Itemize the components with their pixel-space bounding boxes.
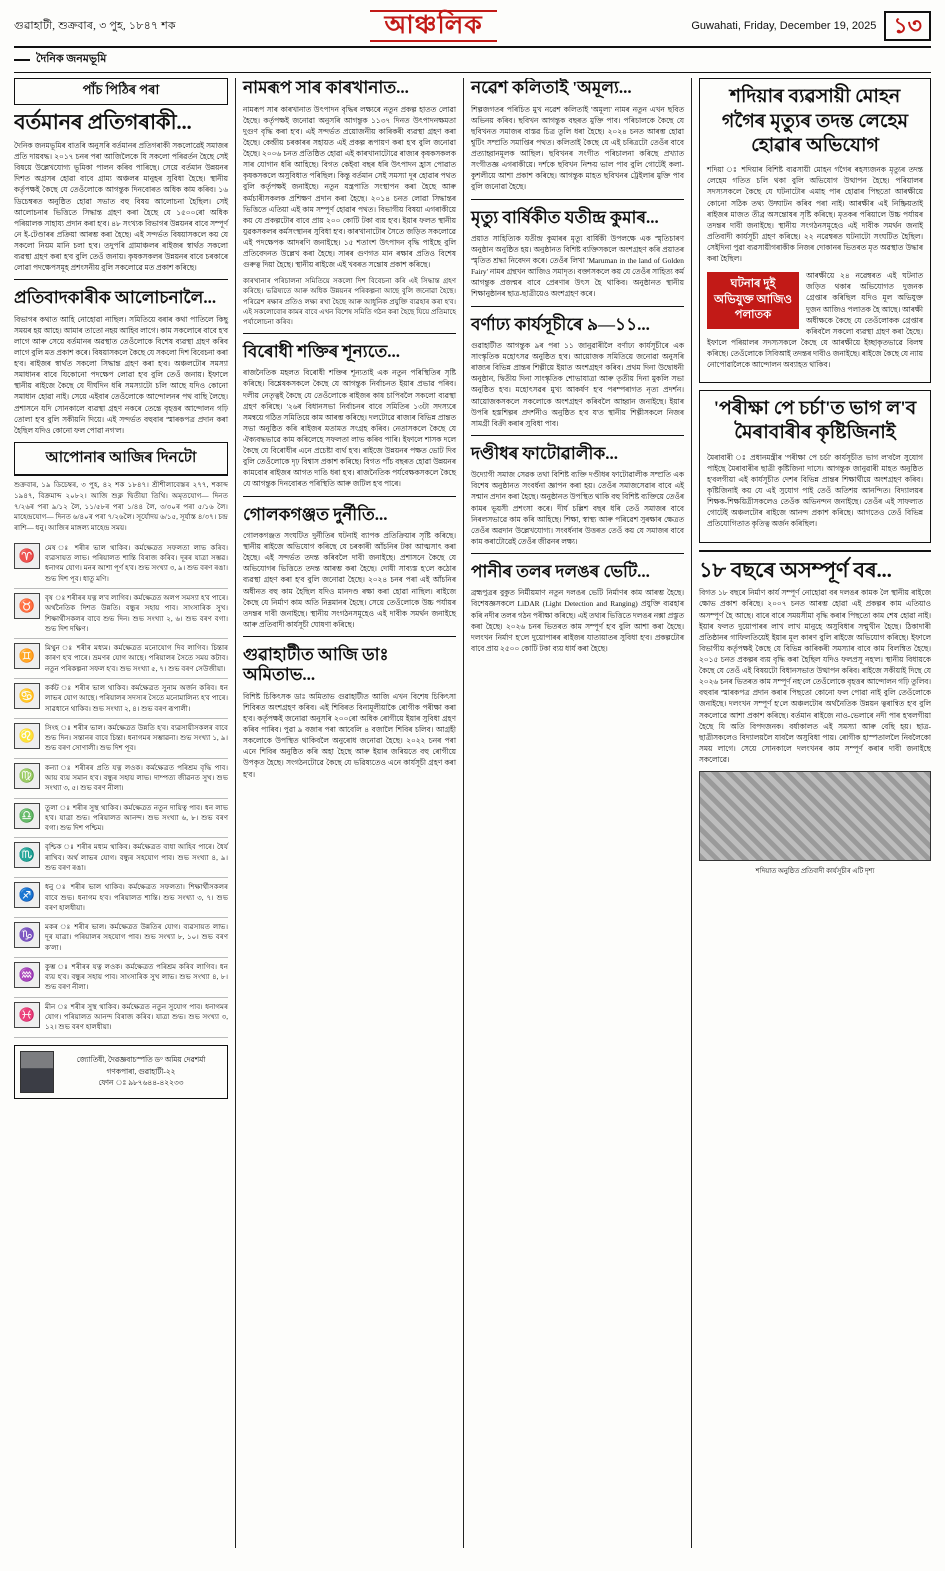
horoscope-item — [14, 719, 228, 759]
rule-dash — [14, 59, 30, 61]
horoscope-title: আপোনাৰ আজিৰ দিনটো — [14, 442, 228, 476]
horoscope-text: কৰ্কট ঃ শৰীৰ ভাল থাকিব। কৰ্মক্ষেত্ৰত সুনাম অৰ্জন কৰিব। ধন লাভৰ যোগ আছে। পৰিয়ালৰ সদস্যৰ সৈতে মনোমালিন্য হ'ব পাৰে। সাৱধানে থাকিব। শুভ সংখ্যা ২, ৪। শুভ বৰণ ৰূপালী। — [45, 684, 228, 713]
article-body-namrup-2: কাৰখানাৰ পৰিচালনা সমিতিয়ে সকলো দিশ বিবেচনা কৰি এই সিদ্ধান্ত গ্ৰহণ কৰিছে। ভৱিষ্যতে আৰু অধিক উন্নয়নৰ পৰিকল্পনা আছে বুলি জনোৱা হৈছে। পৰিৱেশ ৰক্ষাৰ প্ৰতিও লক্ষ্য ৰখা হৈছে আৰু আধুনিক প্ৰযুক্তি ব্যৱহাৰ কৰা হ'ব। এই সকলোবোৰ কামৰ বাবে এখন বিশেষ সমিতি গঠন কৰা হৈছে যিয়ে প্ৰতিমাহে পৰ্যালোচনা কৰিব। — [243, 277, 456, 326]
horoscope-intro: শুক্ৰবাৰ, ১৯ ডিচেম্বৰ, ৩ পুহ, ৪২ শক ১৮৪৭। শ্ৰীশীলাবেস্তৰ ২৭৭, শকাব্দ ১৯৪৭, বিক্ৰমাব্দ ২০৮২। আজি শুক্ল দ্বিতীয়া তিথি। অমৃতযোগ— দিনত ৭/২৬ৰ পৰা ৯/১২ লৈ, ১১/৫৮ৰ পৰা ১/৪৪ লৈ, ৩/৩০ৰ পৰা ৫/১৬ লৈ। মাহেন্দ্ৰযোগ— দিনত ৬/৪০ৰ পৰা ৭/২৬লৈ। সূৰ্যোদয় ৬/১৫, সূৰ্যাস্ত ৪/৩৭। চন্দ্ৰ ৰাশি— ধনু। আজিৰ মাঙ্গল্য মাহেন্দ্ৰ সময়। — [14, 480, 228, 533]
horoscope-item — [14, 838, 228, 878]
article-headline-birodhi: বিৰোধী শক্তিৰ শূন্যতে... — [243, 341, 401, 361]
news-photo — [699, 771, 931, 861]
horoscope-text: মকৰ ঃ শৰীৰ ভাল। কৰ্মক্ষেত্ৰত উন্নতিৰ যোগ। ব্যৱসায়ত লাভ। দূৰ যাত্ৰা। পৰিয়ালৰ সহযোগ পাব। শুভ সংখ্যা ৮, ১০। শুভ বৰণ ক'লা। — [45, 923, 228, 952]
horoscope-text: কন্যা ঃ শৰীৰৰ প্ৰতি যত্ন লওক। কৰ্মক্ষেত্ৰত পৰিশ্ৰম বৃদ্ধি পাব। আয় ব্যয় সমান হ'ব। বন্ধুৰ সহায় লাভ। দাম্পত্য জীৱনত সুখ। শুভ সংখ্যা ৩, ৫। শুভ বৰণ নীলা। — [45, 763, 228, 793]
horoscope-text: কুম্ভ ঃ শৰীৰৰ যত্ন লওক। কৰ্মক্ষেত্ৰত পৰিশ্ৰম কৰিব লাগিব। ধন ব্যয় হ'ব। বন্ধুৰ সহায় পাব। সাংসাৰিক সুখ লাভ। শুভ সংখ্যা ৪, ৮। শুভ বৰণ নীলা। — [45, 962, 228, 992]
article-headline-dandidhar: দণ্ডীধৰ ফাটোৱালীক... — [471, 443, 618, 463]
article-body-18-bachare: বিগত ১৮ বছৰে নিৰ্মাণ কাৰ্য সম্পূৰ্ণ নোহোৱা বৰ দলঙৰ কামক লৈ স্থানীয় ৰাইজে ক্ষোভ প্ৰকাশ কৰিছে। ২০০৭ চনত আৰম্ভ হোৱা এই প্ৰকল্পৰ কাম এতিয়াও অসম্পূৰ্ণ হৈ আছে। বাৰে বাৰে সময়সীমা বৃদ্ধি কৰাৰ পিছতো কাম শেষ হোৱা নাই। ইয়াৰ ফলত দুয়োপাৰৰ লাখ লাখ মানুহে অসুবিধাৰ সন্মুখীন হৈছে। ঠিকাদাৰী প্ৰতিষ্ঠানৰ গাফিলতিয়েই ইয়াৰ মূল কাৰণ বুলি ৰাইজে অভিযোগ কৰিছে। ইফালে বিভাগীয় কৰ্তৃপক্ষই কৈছে যে বিভিন্ন কাৰিকৰী সমস্যাৰ বাবে কাম বিলম্বিত হৈছে। ২০১৫ চনত প্ৰকল্পৰ ব্যয় বৃদ্ধি কৰা হৈছিল যদিও ফলপ্ৰসূ নহ'ল। স্থানীয় বিধায়কে কৈছে যে তেওঁ এই বিষয়টো বিধানসভাত উত্থাপন কৰিব। ৰাইজে সকীয়াই দিছে যে ২০২৬ চনৰ ভিতৰত কাম সম্পূৰ্ণ নহ'লে তেওঁলোকে বৃহত্তৰ আন্দোলন গঢ়ি তুলিব। বহুবাৰ স্মাৰকপত্ৰ প্ৰদান কৰাৰ পিছতো কোনো ফল পোৱা নাই বুলি তেওঁলোকে জনাইছে। দলংখন সম্পূৰ্ণ হ'লে অঞ্চলটোৰ অৰ্থনৈতিক উন্নয়ন ত্বৰান্বিত হ'ব বুলি সকলোৱে আশা প্ৰকাশ কৰিছে। বৰ্তমান ৰাইজে নাও-ভেলাৰে নদী পাৰ হ'বলগীয়া হৈছে যি অতি বিপদজনক। বৰ্ষাকালত এই সমস্যা আৰু বেছি হয়। ছাত্ৰ-ছাত্ৰীসকলেও বিদ্যালয়লৈ যাবলৈ অসুবিধা পায়। ৰোগীক হাস্পতাললৈ নিবলৈকো সময় লাগে। সেয়ে সোনকালে দলংখনৰ কাম সম্পূৰ্ণ কৰাৰ দাবী জনাইছে সকলোৱে। — [699, 588, 931, 764]
article-body-pariksha: মৈৰাবাৰী ঃ প্ৰধানমন্ত্ৰীৰ 'পৰীক্ষা পে চৰ্চা' কাৰ্যসূচীত ভাগ ল'বলৈ সুযোগ পাইছে মৈৰাবাৰীৰ ছাত্ৰী কৃষ্টিজিনা দাসে। আগন্তুক জানুৱাৰী মাহত অনুষ্ঠিত হ'বলগীয়া এই কাৰ্যসূচীত দেশৰ বিভিন্ন প্ৰান্তৰ শিক্ষাৰ্থীয়ে অংশগ্ৰহণ কৰিব। কৃষ্টিজিনাই কয় যে এই সুযোগ পাই তেওঁ অতিশয় আনন্দিত। বিদ্যালয়ৰ শিক্ষক-শিক্ষয়িত্ৰীসকলেও তেওঁক অভিনন্দন জনাইছে। তেওঁৰ এই সাফল্যত গোটেই অঞ্চলটোৰ ৰাইজে আনন্দ প্ৰকাশ কৰিছে। আগতেও তেওঁ বিভিন্ন প্ৰতিযোগিতাত কৃতিত্ব অৰ্জন কৰিছিল। — [707, 452, 923, 529]
horoscope-item — [14, 998, 228, 1038]
zodiac-gemini-icon: ♊ — [14, 643, 40, 669]
article-body-bartamanar: দৈনিক জনমভূমিৰ বাতৰি অনুসৰি বৰ্তমানৰ প্ৰতিগৰাকী সকলোৱেই সমাজৰ প্ৰতি দায়বদ্ধ। ২০১৭ চনৰ পৰা আজিলৈকে যি সকলো পৰিৱৰ্তন হৈছে সেই বিষয়ে উল্লেখযোগ্য ভূমিকা পালন কৰিব পাৰিছে। সেয়ে বৰ্তমান উন্নয়নৰ দিশত অগ্ৰসৰ হোৱা বাবে গ্ৰাম্য অঞ্চলৰ মানুহৰ সুবিধা হৈছে। স্থানীয় কৰ্তৃপক্ষই কৈছে যে তেওঁলোকে আগন্তুক দিনবোৰত অধিক কাম কৰিব। ১৬ ডিচেম্বৰত অনুষ্ঠিত হোৱা সভাত বহু বিষয় আলোচনা হৈছিল। সেই আলোচনাৰ ভিত্তিতে সিদ্ধান্ত গ্ৰহণ কৰা হৈছে যে ১৫০০ৰো অধিক পৰিয়ালক সাহায্য প্ৰদান কৰা হ'ব। ৪৮ সংখ্যক বিভাগৰ উন্নয়নৰ বাবে সম্পূৰ্ণ নে ই-টেণ্ডাৰৰ প্ৰক্ৰিয়া আৰম্ভ কৰা হৈছে। এই সন্দৰ্ভত বিষয়াসকলে কয় যে সকলো নিয়ম মানি চলা হ'ব। তদুপৰি গ্ৰামাঞ্চলৰ ৰাইজৰ স্বাৰ্থত সকলো ব্যৱস্থা গ্ৰহণ কৰা হ'ব বুলি তেওঁ জনায়। কৃষকসকলৰ উন্নয়নৰ বাবে চৰকাৰে লোৱা পদক্ষেপসমূহ প্ৰশংসনীয় বুলি সকলোৱে মত প্ৰকাশ কৰিছে। — [14, 141, 228, 273]
masthead-place-date-as: গুৱাহাটী, শুক্ৰবাৰ, ৩ পুহ, ১৮৪৭ শক — [14, 19, 176, 32]
article-body-golakganj: গোলকগঞ্জত সংঘটিত দুৰ্নীতিৰ ঘটনাই ব্যাপক প্ৰতিক্ৰিয়াৰ সৃষ্টি কৰিছে। স্থানীয় ৰাইজে অভিযোগ কৰিছে যে চৰকাৰী আঁচনিৰ টকা আত্মসাৎ কৰা হৈছে। এই সন্দৰ্ভত তদন্ত কৰিবলৈ দাবী জনাইছে। প্ৰশাসনে কৈছে যে অভিযোগৰ ভিত্তিতে তদন্ত আৰম্ভ কৰা হৈছে। দোষী সাব্যস্ত হ'লে কঠোৰ ব্যৱস্থা গ্ৰহণ কৰা হ'ব বুলি জনোৱা হৈছে। ২০২৪ চনৰ পৰা এই আঁচনিৰ অধীনত বহু কাম হৈছিল যদিও মানদণ্ড ৰক্ষা কৰা হোৱা নাছিল। ৰাইজে কৈছে যে নিৰ্মাণ কাম অতি নিম্নমানৰ হৈছে। সেয়ে তেওঁলোকে উচ্চ পৰ্যায়ৰ তদন্তৰ দাবী জনাইছে। স্থানীয় সংগঠনসমূহেও এই দাবীক সমৰ্থন জনাইছে আৰু প্ৰতিবাদী কাৰ্যসূচী ঘোষণা কৰিছে। — [243, 530, 456, 629]
horoscope-text: মিথুন ঃ শৰীৰ মধ্যম। কৰ্মক্ষেত্ৰত মনোযোগ দিব লাগিব। চিন্তাৰ কাৰণ হ'ব পাৰে। ভ্ৰমণৰ যোগ আছে। পৰিয়ালৰ সৈতে সময় কটাব। নতুন পৰিকল্পনা সফল হ'ব। শুভ সংখ্যা ৫, ৭। শুভ বৰণ সেউজীয়া। — [45, 644, 228, 673]
column-3 — [464, 78, 692, 1548]
zodiac-virgo-icon: ♍ — [14, 763, 40, 789]
divider — [14, 279, 228, 280]
zodiac-libra-icon: ♎ — [14, 803, 40, 829]
horoscope-text: ধনু ঃ শৰীৰ ভাল থাকিব। কৰ্মক্ষেত্ৰত সফলতা। শিক্ষাৰ্থীসকলৰ বাবে শুভ। ধনাগম হ'ব। পৰিয়ালত শান্তি। শুভ সংখ্যা ৩, ৭। শুভ বৰণ হালধীয়া। — [45, 883, 228, 912]
zodiac-sagittarius-icon: ♐ — [14, 882, 40, 908]
horoscope-item — [14, 878, 228, 918]
horoscope-item — [14, 589, 228, 639]
photo-caption: শদিয়াত অনুষ্ঠিত প্ৰতিবাদী কাৰ্যসূচীৰ এটি দৃশ্য — [755, 868, 875, 876]
horoscope-text: তুলা ঃ শৰীৰ সুস্থ থাকিব। কৰ্মক্ষেত্ৰত নতুন দায়িত্ব পাব। ধন লাভ হ'ব। যাত্ৰা শুভ। পৰিয়ালত আনন্দ। শুভ সংখ্যা ৬, ৮। শুভ বৰণ বগা। শুভ দিশ পশ্চিম। — [45, 803, 228, 833]
article-body-guwahatit-aji: বিশিষ্ট চিকিৎসক ডাঃ অমিতাভ গুৱাহাটীত আজি এখন বিশেষ চিকিৎসা শিবিৰত অংশগ্ৰহণ কৰিব। এই শিবিৰত বিনামূলীয়াকৈ ৰোগীক পৰীক্ষা কৰা হ'ব। কৰ্তৃপক্ষই জনোৱা অনুসৰি ২০০ৰো অধিক ৰোগীয়ে ইয়াৰ সুবিধা গ্ৰহণ কৰিব পাৰিব। পুৱা ৯ বজাৰ পৰা আবেলি ৪ বজালৈ শিবিৰ চলিব। আগ্ৰহী সকলোকে উপস্থিত থাকিবলৈ অনুৰোধ জনোৱা হৈছে। ২০২২ চনৰ পৰা এনে শিবিৰ অনুষ্ঠিত কৰি অহা হৈছে আৰু ইয়াৰ জৰিয়তে বহু ৰোগীয়ে উপকৃত হৈছে। সংগঠনটোৱে কৈছে যে ভৱিষ্যতেও এনে কাৰ্যসূচী গ্ৰহণ কৰা হ'ব। — [243, 691, 456, 779]
article-body-namrup: নামৰূপ সাৰ কাৰখানাত উৎপাদন বৃদ্ধিৰ লক্ষ্যৰে নতুন প্ৰকল্প হাতত লোৱা হৈছে। কৰ্তৃপক্ষই জনোৱা অনুসৰি আগন্তুক ১১৩৭ দিনত উৎপাদনক্ষমতা দুগুণ বৃদ্ধি কৰা হ'ব। এই সন্দৰ্ভত প্ৰয়োজনীয় কাৰিকৰী ব্যৱস্থা গ্ৰহণ কৰা হৈছে। কেন্দ্ৰীয় চৰকাৰৰ সহায়ত এই প্ৰকল্প ৰূপায়ণ কৰা হ'ব বুলি জনোৱা হৈছে। ২০০৬ চনত প্ৰতিষ্ঠিত হোৱা এই কাৰখানাটোৱে ৰাজ্যৰ কৃষকসকলক সাৰ যোগান ধৰি আহিছে। বিগত কেইবা বছৰ ধৰি উৎপাদন হ্ৰাস পোৱাত কৃষকসকলে অসুবিধাত পৰিছিল। কিন্তু বৰ্তমান সেই সমস্যা দূৰ হোৱাৰ পথত বুলি কৰ্তৃপক্ষই জনাইছে। নতুন যন্ত্ৰপাতি সংস্থাপন কৰা হৈছে আৰু কৰ্মচাৰীসকলক প্ৰশিক্ষণ প্ৰদান কৰা হৈছে। ২০১৪ চনত লোৱা সিদ্ধান্তৰ ভিত্তিতে এতিয়া এই কাম সম্পূৰ্ণ হোৱাৰ পথত। বিভাগীয় বিষয়া এগৰাকীয়ে কয় যে প্ৰকল্পটোৰ বাবে প্ৰায় ২০০ কোটি টকা ব্যয় হ'ব। ইয়াৰ ফলত স্থানীয় যুৱকসকলৰ কৰ্মসংস্থানৰ সুবিধা হ'ব। কাৰখানাটোৰ সৈতে জড়িত সকলোৱে এই পদক্ষেপক আদৰণি জনাইছে। ১৫ শতাংশ উৎপাদন বৃদ্ধি পাইছে বুলি প্ৰতিবেদনত উল্লেখ কৰা হৈছে। সাৰৰ গুণগত মান ৰক্ষাৰ প্ৰতিও বিশেষ গুৰুত্ব দিয়া হৈছে। স্থানীয় ৰাইজে এই খবৰত সন্তোষ প্ৰকাশ কৰিছে। — [243, 104, 456, 270]
divider — [243, 496, 456, 497]
article-headline-bartamanar: বৰ্তমানৰ প্ৰতিগৰাকী... — [14, 110, 192, 135]
sub-masthead-label: দৈনিক জনমভূমি — [36, 53, 107, 66]
column-4 — [692, 78, 931, 1548]
article-headline-nabesh: নৱেশ কলিতাই 'অমূল্য... — [471, 78, 632, 98]
article-body-protibadokari: বিভাগৰ কথাত আহি নোহোৱা নাছিল। সমিতিয়ে বৰাৰ কথা পাতিলে কিছু সময়ৰ হয় আহে। আমাৰ তাতো নহয় আহিব লাগে। কাম সকলোৰে বাবে হ'ব লাগে আৰু সেয়ে বৰ্তমানৰ অৱস্থাত তেওঁলোকে বিশেষ ব্যৱস্থা গ্ৰহণ কৰিব লাগে বুলি মত প্ৰকাশ কৰে। বিষয়াসকলে কৈছে যে সকলো দিশ বিবেচনা কৰা হ'ব। ৰাইজৰ স্বাৰ্থত সকলো সিদ্ধান্ত গ্ৰহণ কৰা হ'ব। অঞ্চলটোৰ সমস্যা সমাধানৰ বাবে যিকোনো পদক্ষেপ লোৱা হ'ব বুলি তেওঁ জনায়। ইফালে স্থানীয় ৰাইজে কৈছে যে দীৰ্ঘদিন ধৰি সমস্যাটো চলি আছে যদিও কোনো সমাধান হোৱা নাই। সেয়ে এইবাৰ তেওঁলোকে আন্দোলনৰ পথ বাছি লৈছে। প্ৰশাসনে যদি সোনকালে ব্যৱস্থা গ্ৰহণ নকৰে তেন্তে বৃহত্তৰ আন্দোলন গঢ়ি তোলা হ'ব বুলি সকীয়নি দিয়ে। এই সন্দৰ্ভত বহুবাৰ স্মাৰকপত্ৰ প্ৰদান কৰা হৈছিল যদিও কোনো ফল পোৱা নগ'ল। — [14, 314, 228, 435]
horoscope-item — [14, 639, 228, 679]
horoscope-item — [14, 539, 228, 589]
article-headline-guwahatit-aji: গুৱাহাটীত আজি ডাঃ অমিতাভ... — [243, 644, 389, 685]
sub-masthead-bar — [14, 48, 931, 73]
horoscope-text: মীন ঃ শৰীৰ সুস্থ থাকিব। কৰ্মক্ষেত্ৰত নতুন সুযোগ পাব। ধনাগমৰ যোগ। পৰিয়ালত আনন্দ বিৰাজ কৰিব। যাত্ৰা শুভ। শুভ সংখ্যা ৩, ১২। শুভ বৰণ হালধীয়া। — [45, 1002, 228, 1032]
article-headline-jatindra: মৃত্যু বাৰ্ষিকীত যতীন্দ্ৰ কুমাৰ... — [471, 207, 659, 227]
masthead-date-en: Guwahati, Friday, December 19, 2025 — [691, 20, 877, 33]
article-body-panir-talar-dalang: ব্ৰহ্মপুত্ৰৰ বুকুত নিৰ্মীয়মাণ নতুন দলঙৰ ভেটি নিৰ্মাণৰ কাম আৰম্ভ হৈছে। বিশেষজ্ঞসকলে LiDAR (Light Detection and Ranging) প্ৰযুক্তি ব্যৱহাৰ কৰি নদীৰ তলৰ গঠন পৰীক্ষা কৰিছে। এই তথ্যৰ ভিত্তিতে দলঙৰ নক্সা প্ৰস্তুত কৰা হৈছে। ২০২৬ চনৰ ভিতৰত কাম সম্পূৰ্ণ হ'ব বুলি আশা কৰা হৈছে। দলংখন নিৰ্মাণ হ'লে দুয়োপাৰৰ ৰাইজৰ যাতায়াতৰ সুবিধা হ'ব। প্ৰকল্পটোৰ বাবে প্ৰায় ২৫০০ কোটি টকা ব্যয় ধাৰ্য কৰা হৈছে। — [471, 588, 684, 653]
astrologer-address: গণকপাৰা, গুৱাহাটী-২২ — [106, 1066, 176, 1076]
astrologer-details — [60, 1054, 222, 1088]
zodiac-leo-icon: ♌ — [14, 723, 40, 749]
divider — [471, 435, 684, 436]
column-2 — [236, 78, 464, 1548]
horoscope-text: মেষ ঃ শৰীৰ ভাল থাকিব। কৰ্মক্ষেত্ৰত সফলতা লাভ কৰিব। ব্যৱসায়ত লাভ। পৰিয়ালত শান্তি বিৰাজ কৰিব। দূৰৰ যাত্ৰা সম্ভৱ। ধনাগম যোগ। মনৰ আশা পূৰ্ণ হ'ব। শুভ সংখ্যা ৩, ৯। শুভ বৰণ ৰঙা। শুভ দিশ পূব। ধাতু মণি। — [45, 543, 228, 583]
article-headline-golakganj: গোলকগঞ্জত দুৰ্নীতি... — [243, 504, 388, 524]
article-body-nabesh: শিল্পজগতৰ পৰিচিত মুখ নৱেশ কলিতাই 'অমূল্য' নামৰ নতুন এখন ছবিত অভিনয় কৰিব। ছবিখন আগন্তুক বছৰত মুক্তি পাব। পৰিচালকে কৈছে যে ছবিখনত সমাজৰ বাস্তৱ চিত্ৰ তুলি ধৰা হৈছে। ২০২৪ চনত আৰম্ভ হোৱা শ্বুটিং সম্প্ৰতি সমাপ্তিৰ পথত। কলিতাই কৈছে যে এই চৰিত্ৰটো তেওঁৰ বাবে প্ৰত্যাহ্বানমূলক আছিল। ছবিখনৰ সংগীত পৰিচালনা কৰিছে প্ৰখ্যাত সংগীতজ্ঞ এগৰাকীয়ে। দৰ্শকে ছবিখন নিশ্চয় ভাল পাব বুলি গোটেই কলা-কুশলীয়ে আশা প্ৰকাশ কৰিছে। আগন্তুক মাহত ছবিখনৰ ট্ৰেইলাৰ মুক্তি পাব বুলি জনোৱা হৈছে। — [471, 104, 684, 192]
article-body-dandidhar: উদ্যোগী সমাজ সেৱক তথা বিশিষ্ট ব্যক্তি দণ্ডীধৰ ফাটোৱালীক সম্প্ৰতি এক বিশেষ অনুষ্ঠানত সংবৰ্ধনা জ্ঞাপন কৰা হয়। তেওঁৰ সমাজসেৱাৰ বাবে এই সন্মান প্ৰদান কৰা হৈছে। অনুষ্ঠানত উপস্থিত থাকি বহু বিশিষ্ট ব্যক্তিয়ে তেওঁৰ কামৰ ভূয়সী প্ৰশংসা কৰে। দীৰ্ঘ চল্লিশ বছৰ ধৰি তেওঁ সমাজৰ বাবে নিৰলসভাৱে কাম কৰি আহিছে। শিক্ষা, স্বাস্থ্য আৰু পৰিৱেশ সুৰক্ষাৰ ক্ষেত্ৰত তেওঁৰ অৱদান উল্লেখযোগ্য। সংবৰ্ধনাৰ উত্তৰত তেওঁ কয় যে সমাজৰ বাবে কাম কৰাটোৱেই তেওঁৰ জীৱনৰ লক্ষ্য। — [471, 470, 684, 546]
page-number: ১৩ — [884, 11, 931, 40]
horoscope-item — [14, 679, 228, 719]
article-headline-barnadhya: বৰ্ণাঢ্য কাৰ্যসূচীৰে ৯—১১... — [471, 314, 650, 334]
astrologer-phone: ফোন ঃ ৯৮৭৬৪৪-৪২২৩৩ — [98, 1078, 184, 1088]
article-headline-protibadokari: প্ৰতিবাদকাৰীক আলোচনালৈ... — [14, 288, 217, 308]
horoscope-item — [14, 958, 228, 998]
article-headline-panir-talar-dalang: পানীৰ তলৰ দলঙৰ ভেটি... — [471, 561, 650, 581]
article-headline-18-bachare: ১৮ বছৰে অসম্পূৰ্ণ বৰ... — [699, 557, 892, 582]
article-headline-namrup: নামৰূপ সাৰ কাৰখানাত... — [243, 78, 409, 98]
divider — [471, 553, 684, 554]
divider — [471, 306, 684, 307]
pariksha-pe-charcha-box — [699, 390, 931, 542]
horoscope-text: বৃশ্চিক ঃ শৰীৰ মধ্যম থাকিব। কৰ্মক্ষেত্ৰত বাধা আহিব পাৰে। ধৈৰ্য ৰাখিব। অৰ্থ লাভৰ যোগ। বন্ধুৰ সহযোগ পাব। শুভ সংখ্যা ৪, ৯। শুভ বৰণ ৰঙা। — [45, 843, 228, 872]
astrologer-contact-box — [14, 1045, 228, 1099]
kicker-continued-from: পাঁচ পিঠিৰ পৰা — [14, 78, 228, 105]
zodiac-cancer-icon: ♋ — [14, 683, 40, 709]
column-grid — [14, 78, 931, 1548]
horoscope-item — [14, 799, 228, 839]
publication-logo: আঞ্চলিক — [370, 10, 496, 42]
article-body-birodhi: ৰাজনৈতিক মহলত বিৰোধী শক্তিৰ শূন্যতাই এক নতুন পৰিস্থিতিৰ সৃষ্টি কৰিছে। বিশ্লেষকসকলে কৈছে যে আগন্তুক নিৰ্বাচনত ইয়াৰ প্ৰভাৱ পৰিব। দলীয় নেতৃত্বই কৈছে যে তেওঁলোকে ৰাইজৰ কাষ চাপিবলৈ সকলো ব্যৱস্থা গ্ৰহণ কৰিছে। '২৬ৰ বিধানসভা নিৰ্বাচনৰ বাবে সমিতিৰ ১৩টা সদস্যৰে সমন্বয়ে গঠিত সমিতিয়ে কাম আৰম্ভ কৰিছে। দলটোৱে ৰাজ্যৰ বিভিন্ন প্ৰান্তত সভা অনুষ্ঠিত কৰি ৰাইজৰ মতামত সংগ্ৰহ কৰিব। নেতাসকলে কৈছে যে ঐক্যবদ্ধভাৱে কাম কৰিলেহে সফলতা লাভ কৰিব পাৰি। ইফালে শাসক দলে কৈছে যে বিৰোধীৰ এনে প্ৰচেষ্টা ব্যৰ্থ হ'ব। ৰাইজে উন্নয়নৰ পক্ষত ভোট দিব বুলি তেওঁলোকে দৃঢ় বিশ্বাস প্ৰকাশ কৰিছে। বিগত পাঁচ বছৰত হোৱা উন্নয়নৰ কামবোৰ ৰাইজৰ আগত দাঙি ধৰা হ'ব। ৰাজনৈতিক পৰ্যবেক্ষকসকলে কৈছে যে আগন্তুক দিনবোৰত পৰিস্থিতি আৰু জটিল হ'ব পাৰে। — [243, 368, 456, 489]
horoscope-item — [14, 759, 228, 799]
astrologer-portrait — [20, 1051, 54, 1093]
zodiac-taurus-icon: ♉ — [14, 593, 40, 619]
zodiac-aquarius-icon: ♒ — [14, 962, 40, 988]
masthead-logo-wrap — [370, 10, 496, 42]
divider — [243, 333, 456, 334]
zodiac-pisces-icon: ♓ — [14, 1002, 40, 1028]
zodiac-aries-icon: ♈ — [14, 543, 40, 569]
masthead — [14, 10, 931, 48]
divider — [243, 636, 456, 637]
article-body-sadiya-2: আৰক্ষীয়ে ২৪ নৱেম্বৰত এই ঘটনাত জড়িত থকাৰ অভিযোগত দুজনক গ্ৰেপ্তাৰ কৰিছিল যদিও মূল অভিযুক্ত দুজন আজিও পলাতক হৈ আছে। আৰক্ষী অধীক্ষকে কৈছে যে তেওঁলোকক গ্ৰেপ্তাৰ কৰিবলৈ সকলো ব্যৱস্থা গ্ৰহণ কৰা হৈছে। ইফালে পৰিয়ালৰ সদস্যসকলে কৈছে যে আৰক্ষীয়ে ইচ্ছাকৃতভাৱে বিলম্ব কৰিছে। তেওঁলোকে সিবিআই তদন্তৰ দাবীও জনাইছে। ৰাইজে কৈছে যে ন্যায় নোপোৱালৈকে আন্দোলন অব্যাহত থাকিব। — [707, 271, 923, 370]
zodiac-scorpio-icon: ♏ — [14, 842, 40, 868]
column-1 — [14, 78, 236, 1548]
horoscope-text: বৃষ ঃ শৰীৰৰ যত্ন ল'ব লাগিব। কৰ্মক্ষেত্ৰত অলপ সমস্যা হ'ব পাৰে। অৰ্থনৈতিক দিশত উন্নতি। বন্ধুৰ সহায় পাব। সাংসাৰিক সুখ। শিক্ষাৰ্থীসকলৰ বাবে শুভ দিন। শুভ সংখ্যা ২, ৬। শুভ বৰণ বগা। শুভ দিশ দক্ষিণ। — [45, 594, 228, 633]
article-body-barnadhya: গুৱাহাটীত আগন্তুক ৯ৰ পৰা ১১ জানুৱাৰীলৈ বৰ্ণাঢ্য কাৰ্যসূচীৰে এক সাংস্কৃতিক মহোৎসৱ অনুষ্ঠিত হ'ব। আয়োজক সমিতিয়ে জনোৱা অনুসৰি ৰাজ্যৰ বিভিন্ন প্ৰান্তৰ শিল্পীয়ে ইয়াত অংশগ্ৰহণ কৰিব। প্ৰথম দিনা উদ্বোধনী অনুষ্ঠান, দ্বিতীয় দিনা সাংস্কৃতিক শোভাযাত্ৰা আৰু তৃতীয় দিনা মুকলি সভা অনুষ্ঠিত হ'ব। মহোৎসৱৰ মুখ্য আকৰ্ষণ হ'ব পৰম্পৰাগত নৃত্য প্ৰদৰ্শন। আয়োজকসকলে সকলোকে অংশগ্ৰহণ কৰিবলৈ আহ্বান জনাইছে। ইয়াৰ উপৰি হস্তশিল্পৰ প্ৰদৰ্শনীও অনুষ্ঠিত হ'ব য'ত স্থানীয় শিল্পীসকলে নিজৰ সামগ্ৰী বিক্ৰী কৰাৰ সুবিধা পাব। — [471, 340, 684, 428]
horoscope-text: সিংহ ঃ শৰীৰ ভাল। কৰ্মক্ষেত্ৰত উন্নতি হ'ব। ব্যৱসায়ীসকলৰ বাবে শুভ দিন। সন্তানৰ বাবে চিন্তা। ধনাগমৰ সম্ভাৱনা। শুভ সংখ্যা ১, ৯। শুভ বৰণ সোণালী। শুভ দিশ পূব। — [45, 723, 228, 753]
divider — [471, 199, 684, 200]
article-body-jatindra: প্ৰয়াত সাহিত্যিক যতীন্দ্ৰ কুমাৰৰ মৃত্যু বাৰ্ষিকী উপলক্ষে এক স্মৃতিচাৰণ অনুষ্ঠান অনুষ্ঠিত হয়। অনুষ্ঠানত বিশিষ্ট ব্যক্তিসকলে অংশগ্ৰহণ কৰি প্ৰয়াতৰ স্মৃতিত শ্ৰদ্ধা নিবেদন কৰে। তেওঁৰ লিখা 'Maruman in the land of Golden Fairy' নামৰ গ্ৰন্থখন আজিও সমাদৃত। বক্তাসকলে কয় যে তেওঁৰ সাহিত্য কৰ্ম আগন্তুক প্ৰজন্মৰ বাবে প্ৰেৰণাৰ উৎস হৈ থাকিব। অনুষ্ঠানত স্থানীয় শিক্ষানুষ্ঠানৰ ছাত্ৰ-ছাত্ৰীয়েও অংশগ্ৰহণ কৰে। — [471, 233, 684, 299]
lead-story-box — [699, 78, 931, 383]
article-headline-pariksha: 'পৰীক্ষা পে চৰ্চা'ত ভাগ ল'ব মৈৰাবাৰীৰ কৃষ্টিজিনাই — [713, 398, 917, 444]
article-body-sadiya: শদিয়া ঃ শদিয়াৰ বিশিষ্ট ব্যৱসায়ী মোহন গগৈৰ ৰহস্যজনক মৃত্যুৰ তদন্ত লেহেম গতিত চলি থকা বুলি অভিযোগ উত্থাপন হৈছে। পৰিয়ালৰ সদস্যসকলে কৈছে যে ঘটনাটোৰ এমাহ পাৰ হোৱাৰ পিছতো আৰক্ষীয়ে কোনো সঠিক তথ্য উদ্ঘাটন কৰিব পৰা নাই। আৰক্ষীৰ এই নিষ্ক্ৰিয়তাই ৰাইজৰ মাজত তীব্ৰ অসন্তোষৰ সৃষ্টি কৰিছে। মৃতকৰ পৰিয়ালে উচ্চ পৰ্যায়ৰ তদন্তৰ দাবী জনাইছে। স্থানীয় সংগঠনসমূহেও এই দাবীক সমৰ্থন জনাই প্ৰতিবাদী কাৰ্যসূচী গ্ৰহণ কৰিছে। ২২ নৱেম্বৰত ঘটনাটো সংঘটিত হৈছিল। সেইদিনা পুৱা ব্যৱসায়ীগৰাকীক নিজৰ দোকানৰ ভিতৰত মৃত অৱস্থাত উদ্ধাৰ কৰা হৈছিল। — [707, 165, 923, 264]
zodiac-capricorn-icon: ♑ — [14, 922, 40, 948]
red-callout-badge: ঘটনাৰ দুই অভিযুক্ত আজিও পলাতক — [707, 272, 799, 329]
horoscope-item — [14, 918, 228, 958]
article-headline-sadiya: শদিয়াৰ ব্যৱসায়ী মোহন গগৈৰ মৃত্যুৰ তদন্ত লেহেম হোৱাৰ অভিযোগ — [721, 86, 909, 156]
astrologer-name: জ্যোতিষী, দৈৱজ্ঞবাচস্পতি ড° অমিয় দেৱশৰ্মা — [76, 1055, 206, 1065]
divider — [699, 550, 931, 552]
masthead-right — [691, 11, 931, 40]
